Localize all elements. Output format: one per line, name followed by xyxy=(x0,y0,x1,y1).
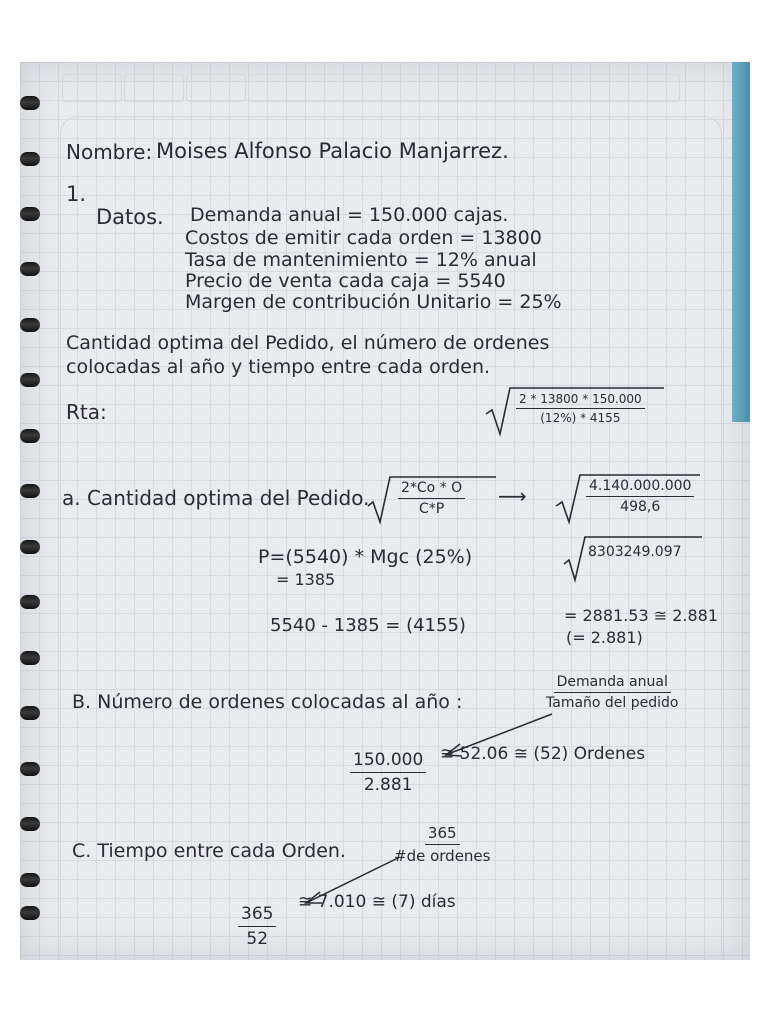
spiral-ring xyxy=(20,318,40,332)
part-a-result-root xyxy=(556,472,702,524)
formula-denominator: C*P xyxy=(418,501,445,517)
sqrt-value: 8303249.097 xyxy=(588,544,682,560)
part-c-result: ≅ 7.010 ≅ (7) días xyxy=(298,892,456,912)
calc-denominator: 2.881 xyxy=(363,775,413,795)
header-box xyxy=(248,74,680,102)
spiral-ring xyxy=(20,706,40,720)
spiral-ring xyxy=(20,152,40,166)
result-line: = 2881.53 ≅ 2.881 xyxy=(564,606,719,625)
spiral-ring xyxy=(20,595,40,609)
part-b-calculation xyxy=(350,750,426,795)
spiral-ring xyxy=(20,651,40,665)
header-box xyxy=(124,74,184,102)
formula-numerator: Demanda anual xyxy=(554,674,671,693)
price-line: P=(5540) * Mgc (25%) xyxy=(258,546,473,568)
formula-denominator: Tamaño del pedido xyxy=(546,695,679,711)
spiral-ring xyxy=(20,96,40,110)
price-result: = 1385 xyxy=(276,570,336,589)
rta-denominator: (12%) * 4155 xyxy=(540,411,621,425)
question-line: Cantidad optima del Pedido, el número de ordenes xyxy=(66,332,550,354)
student-name: Moises Alfonso Palacio Manjarrez. xyxy=(156,139,509,163)
data-line: Margen de contribución Unitario = 25% xyxy=(185,291,562,313)
header-box xyxy=(62,74,122,102)
part-c-formula xyxy=(394,824,490,865)
data-line: Costos de emitir cada orden = 13800 xyxy=(185,227,542,249)
spiral-ring xyxy=(20,484,40,498)
part-b-label: B. Número de ordenes colocadas al año : xyxy=(72,691,463,713)
rta-fraction xyxy=(516,392,645,425)
part-c-label: C. Tiempo entre cada Orden. xyxy=(72,840,346,862)
part-c-calculation xyxy=(238,904,276,949)
spiral-ring xyxy=(20,906,40,920)
question-line: colocadas al año y tiempo entre cada orden. xyxy=(66,356,491,378)
result-denominator: 498,6 xyxy=(620,499,661,515)
name-label: Nombre: xyxy=(66,140,153,164)
spiral-ring xyxy=(20,262,40,276)
rta-numerator: 2 * 13800 * 150.000 xyxy=(516,392,645,409)
spiral-ring xyxy=(20,873,40,887)
sqrt-value-root xyxy=(564,534,704,582)
arrow: ⟶ xyxy=(498,484,527,508)
notebook-cover-edge xyxy=(732,62,750,422)
rta-square-root xyxy=(486,386,664,436)
data-line: Tasa de mantenimiento = 12% anual xyxy=(185,249,537,271)
part-b-formula xyxy=(546,674,679,711)
calc-denominator: 52 xyxy=(246,929,269,949)
part-b-result: ≅ 52.06 ≅ (52) Ordenes xyxy=(440,744,646,764)
spiral-ring xyxy=(20,817,40,831)
part-a-label: a. Cantidad optima del Pedido. xyxy=(62,486,370,510)
calc-numerator: 150.000 xyxy=(350,750,426,773)
result-line: (= 2.881) xyxy=(566,628,643,647)
spiral-ring xyxy=(20,762,40,776)
result-numerator: 4.140.000.000 xyxy=(586,478,694,497)
header-box xyxy=(186,74,246,102)
formula-numerator: 365 xyxy=(425,824,460,845)
spiral-ring xyxy=(20,373,40,387)
formula-numerator: 2*Co * O xyxy=(398,480,465,499)
spiral-ring xyxy=(20,429,40,443)
calc-numerator: 365 xyxy=(238,904,276,927)
spiral-ring xyxy=(20,207,40,221)
data-line: Precio de venta cada caja = 5540 xyxy=(185,270,506,292)
formula-denominator: #de ordenes xyxy=(394,847,491,865)
part-a-formula-root xyxy=(368,474,498,524)
data-line: Demanda anual = 150.000 cajas. xyxy=(190,204,509,226)
formula-fraction xyxy=(398,480,465,517)
spiral-ring xyxy=(20,540,40,554)
rta-label: Rta: xyxy=(66,400,107,424)
result-fraction xyxy=(586,478,694,515)
problem-number: 1. xyxy=(66,182,87,206)
datos-label: Datos. xyxy=(96,205,164,229)
cost-line: 5540 - 1385 = (4155) xyxy=(270,615,466,636)
